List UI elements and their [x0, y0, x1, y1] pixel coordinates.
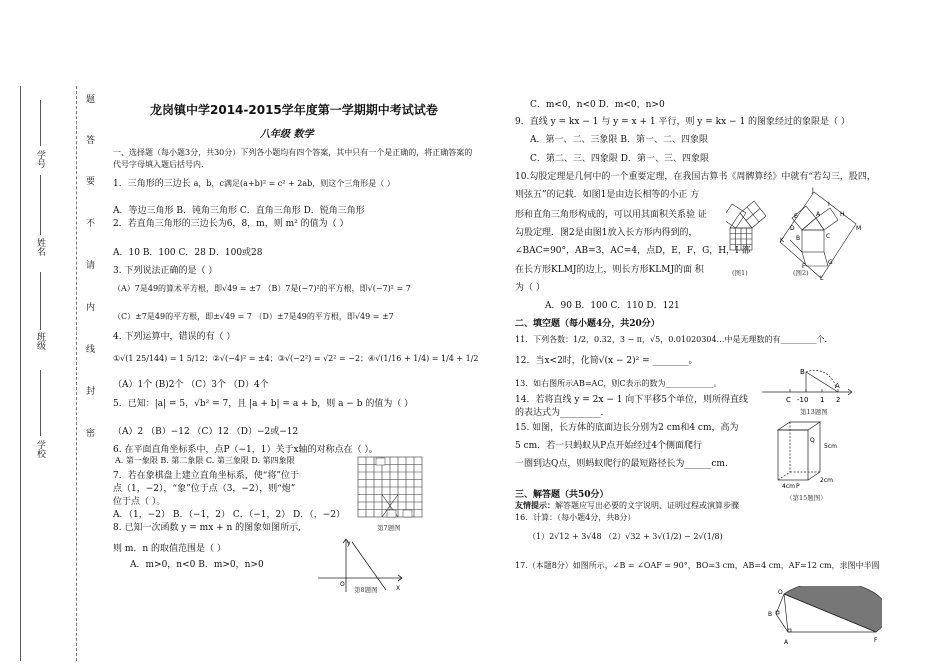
- question-2-options: A．10 B．100 C．28 D．100或28: [113, 248, 263, 258]
- svg-text:0: 0: [804, 396, 809, 404]
- svg-text:H: H: [840, 211, 845, 218]
- question-12: 12．当x<2时，化简√(x − 2)² = ________。: [515, 356, 698, 366]
- section-1-heading-cont: 代号字母填入题后括号内.: [113, 160, 204, 169]
- figure-q7-caption: 第7题图: [377, 524, 401, 532]
- question-10-line7: 为（ ）: [515, 283, 545, 293]
- svg-text:4cm: 4cm: [782, 483, 795, 490]
- question-3-options-cd: （C）±7是49的平方根，即±√49 = 7 （D）±7是49的平方根，即√49 = ±7: [113, 312, 394, 321]
- seal-char: 线: [86, 345, 96, 355]
- question-5-options: （A）2 （B）−12 （C）12 （D）−2或−12: [113, 427, 299, 437]
- student-id-blank: [40, 100, 41, 146]
- exam-title: 龙岗镇中学2014-2015学年度第一学期期中考试试卷: [150, 103, 438, 117]
- sidebar-rule: [20, 86, 21, 661]
- svg-text:G: G: [828, 259, 833, 266]
- school-label: 学校: [35, 440, 45, 458]
- question-9-options-cd: C．第二、三、四象限 D．第一、三、四象限: [530, 154, 709, 164]
- student-id-label: 学号: [35, 150, 45, 168]
- question-17: 17.（本题8分）如图所示，∠B = ∠OAF = 90°，BO=3 cm，AB=4 cm，AF=12 cm，求图中半圆: [515, 561, 880, 570]
- svg-text:y: y: [347, 540, 351, 547]
- svg-text:P: P: [796, 483, 800, 490]
- section-2-heading: 二、填空题（每小题4分，共20分）: [515, 319, 660, 329]
- question-3-options-ab: （A）7是49的算术平方根，即√49 = ±7 （B）7是(−7)²的平方根，即√(−7)² = 7: [113, 284, 411, 293]
- svg-text:C: C: [826, 233, 831, 240]
- svg-text:A: A: [784, 639, 789, 646]
- svg-text:B: B: [800, 368, 805, 376]
- question-8-options-ab: A．m>0，n<0 B．m>0，n>0: [130, 560, 264, 570]
- question-7: 7．若在象棋盘上建立直角坐标系，使“将”位于: [113, 471, 299, 481]
- question-9-options-ab: A．第一、二、三象限 B．第一、二、四象限: [530, 135, 708, 145]
- xiang-piece: [403, 510, 412, 517]
- question-5: 5．已知：|a| = 5，√b² = 7，且 |a + b| = a + b，则 a − b 的值为（ ）: [113, 399, 414, 409]
- question-4: 4. 下列运算中，错误的有（ ）: [113, 332, 236, 342]
- svg-text:B: B: [768, 611, 773, 618]
- question-1: 1．三角形的三边长 a，b，c满足(a+b)² = c² + 2ab，则这个三角形是（ ）: [113, 179, 395, 189]
- question-11: 11．下列各数：1/2，0.32，3 − π，√5，0.01020304…中是无理数的有_________个.: [515, 335, 828, 344]
- svg-text:-1: -1: [797, 396, 804, 404]
- question-10-line2: 则弦五”的记载．如图1是由边长相等的小正 方: [515, 190, 700, 200]
- seal-char: 内: [86, 303, 96, 313]
- figure-q15-caption: （第15题图）: [786, 494, 827, 502]
- question-16: 16．计算：（每小题4分，共8分）: [515, 513, 636, 522]
- svg-text:F: F: [802, 263, 806, 270]
- figure-q10-fig2: [776, 186, 868, 282]
- section-3-heading: 三、解答题（共50分）: [515, 490, 609, 500]
- name-blank: [40, 175, 41, 235]
- seal-char: 答: [86, 136, 96, 146]
- seal-char: 封: [86, 387, 96, 397]
- figure-q7-chessboard: [356, 455, 430, 531]
- seal-char: 请: [86, 261, 96, 271]
- question-7-cont2: 位于点（ ）。: [113, 497, 166, 507]
- figure-q8-caption: 第8题图: [354, 586, 378, 594]
- svg-text:O: O: [778, 589, 783, 596]
- svg-text:J: J: [812, 187, 814, 194]
- question-6-options: A. 第一象限 B. 第二象限 C. 第三象限 D. 第四象限: [115, 456, 295, 465]
- svg-text:L: L: [820, 275, 824, 282]
- figure-q17-semicircle: [762, 586, 882, 650]
- question-15-cont: 5 cm．若一只蚂蚁从P点开始经过4个侧面爬行: [515, 441, 702, 451]
- question-9: 9．直线 y = kx − 1 与 y = x + 1 平行，则 y = kx − 1 的图象经过的象限是（ ）: [515, 117, 850, 127]
- question-8: 8. 已知一次函数 y = mx + n 的图象如图所示,: [113, 523, 302, 533]
- seal-line: [76, 86, 77, 661]
- question-13: 13．如右图所示AB=AC，则C表示的数为____________。: [515, 379, 722, 388]
- svg-text:M: M: [856, 225, 862, 232]
- svg-text:D: D: [790, 225, 795, 232]
- seal-char: 题: [86, 95, 96, 105]
- school-blank: [40, 370, 41, 436]
- question-7-options: A．（1，−2） B．（−1，2） C．（−1，2） D．（，−2）: [113, 510, 346, 520]
- name-label: 姓名: [35, 238, 45, 256]
- svg-text:E: E: [794, 213, 798, 220]
- pao-piece: [376, 458, 385, 465]
- question-16-expressions: （1）2√12 + 3√48 （2）√32 + 3√(1/2) − 2√(1/8): [528, 532, 723, 541]
- svg-text:2cm: 2cm: [820, 477, 833, 484]
- svg-text:C: C: [786, 396, 791, 404]
- question-6: 6. 在平面直角坐标系中，点P（−1，1）关于x轴的对称点在（ ）。: [113, 445, 378, 455]
- svg-text:X: X: [396, 585, 401, 592]
- seal-char: 要: [86, 177, 96, 187]
- svg-text:F: F: [874, 637, 878, 644]
- question-15: 15. 如图，长方体的底面边长分别为2 cm和4 cm，高为: [515, 423, 739, 433]
- svg-text:Q: Q: [810, 437, 815, 444]
- question-14-cont: 的表达式为_________.: [515, 408, 604, 418]
- question-10-line3: 形和直角三角形构成的，可以用其面积关系验 证: [515, 210, 707, 220]
- exam-subject: 八年级 数学: [260, 129, 314, 140]
- question-14: 14．若将直线 y = 2x − 1 向下平移5个单位，则所得直线: [515, 395, 749, 405]
- svg-text:B: B: [796, 235, 801, 242]
- svg-text:A: A: [816, 211, 821, 218]
- svg-text:I: I: [828, 201, 830, 208]
- figure-q10-fig1-caption: (图1): [732, 269, 748, 277]
- seal-char: 密: [86, 429, 96, 439]
- class-blank: [40, 272, 41, 330]
- svg-text:O: O: [340, 581, 345, 588]
- svg-text:A: A: [835, 382, 840, 390]
- svg-text:2: 2: [836, 396, 841, 404]
- question-4-options: （A）1个 (B)2个 （C）3个 （D）4个: [113, 380, 269, 390]
- shaded-semicircle: [784, 586, 882, 632]
- question-10-line5: ∠BAC=90°，AB=3，AC=4，点D，E，F，G，H，I 都: [515, 246, 751, 256]
- svg-text:1: 1: [820, 396, 825, 404]
- tip-line: 友情提示：解答题应写出必要的文字说明、证明过程或演算步骤: [515, 500, 739, 510]
- seal-char: 不: [86, 219, 96, 229]
- question-10-line4: 勾股定理．图2是由图1放入长方形内得到的，: [515, 228, 698, 238]
- question-7-cont: 点（1，−2），“象”位于点（3，−2），则“炮”: [113, 484, 296, 494]
- figure-q15-cuboid: [772, 418, 852, 494]
- class-label: 班级: [35, 332, 45, 350]
- binding-sidebar: [0, 0, 100, 672]
- question-10-line6: 在长方形KLMJ的边上，则长方形KLMJ的面 积: [515, 265, 704, 275]
- question-4-expressions: ①√(1 25/144) = 1 5/12；②√(−4)² = ±4；③√(−2²) = √2² = −2；④√(1/16 + 1/4) = 1/4 + 1/2: [113, 354, 479, 363]
- section-1-heading: 一、选择题（每小题3分，共30分）下列各小题均有四个答案，其中只有一个是正确的，将正确答案的: [113, 148, 473, 157]
- figure-q13-numberline: [760, 366, 856, 406]
- figure-q13-caption: 第13题图: [800, 408, 828, 416]
- svg-text:5cm: 5cm: [824, 443, 837, 450]
- question-10: 10.勾股定理是几何中的一个重要定理，在我国古算书《周髀算经》中就有“若勾三，股四，: [515, 172, 876, 182]
- question-10-options: A．90 B．100 C．110 D．121: [545, 301, 680, 311]
- question-1-options: A．等边三角形 B．钝角三角形 C．直角三角形 D．锐角三角形: [113, 206, 365, 216]
- question-3: 3. 下列说法正确的是（ ）: [113, 266, 218, 276]
- figure-q10-fig2-caption: (图2): [793, 269, 809, 277]
- question-8-options-cd: C．m<0，n<0 D．m<0，n>0: [530, 100, 665, 110]
- question-15-cont2: 一圈到达Q点，则蚂蚁爬行的最短路径长为______cm.: [515, 459, 728, 469]
- question-8-cont: 则 m．n 的取值范围是（ ）: [113, 544, 226, 554]
- question-2: 2．若直角三角形的三边长为6，8，m，则 m² 的值为（ ）: [113, 219, 349, 229]
- jiang-piece: [387, 510, 396, 517]
- figure-q10-fig1: [726, 198, 772, 268]
- svg-text:K: K: [780, 237, 784, 244]
